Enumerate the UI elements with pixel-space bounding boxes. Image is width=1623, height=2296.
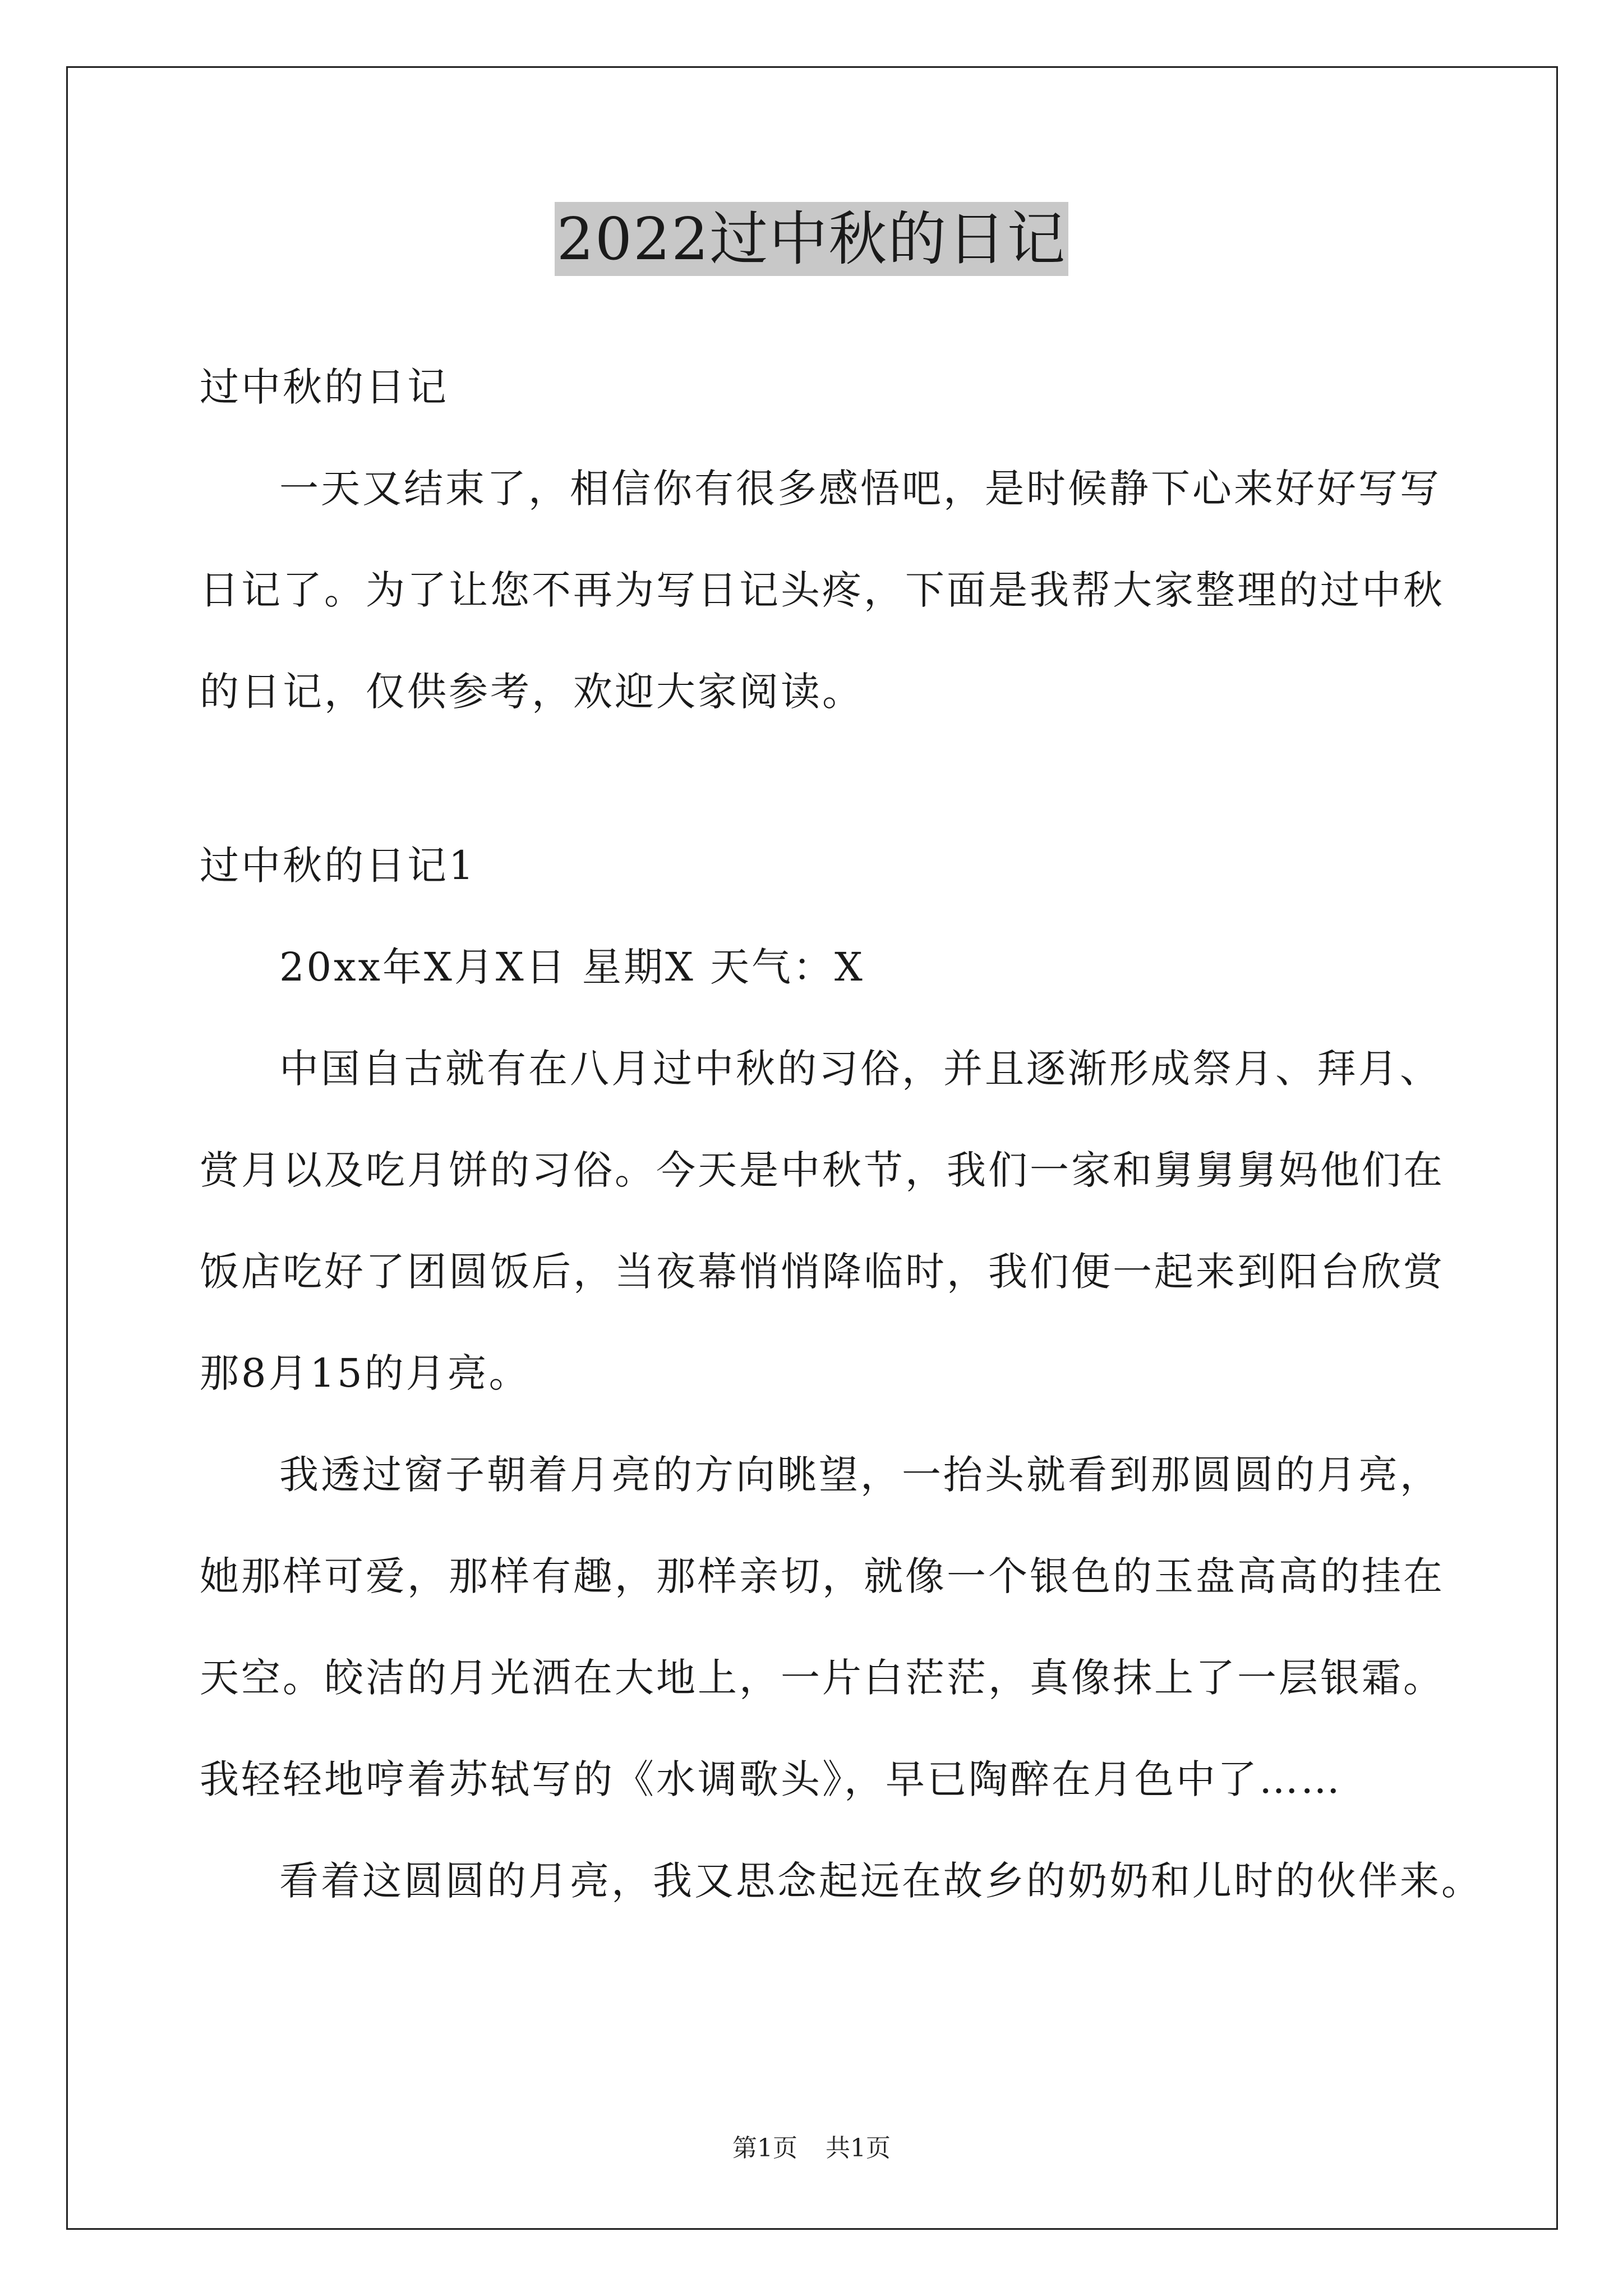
document-body (200, 337, 1483, 1932)
paragraph-line: 我透过窗子朝着月亮的方向眺望，一抬头就看到那圆圆的月亮， (279, 1452, 1441, 1498)
paragraph-line: 看着这圆圆的月亮，我又思念起远在故乡的奶奶和儿时的伙伴来。 (279, 1858, 1483, 1904)
page-total: 共1页 (826, 2134, 891, 2162)
date-line: 20xx年X月X日 星期X 天气：X (279, 944, 865, 990)
intro-heading: 过中秋的日记 (200, 364, 449, 410)
paragraph-line: 赏月以及吃月饼的习俗。今天是中秋节，我们一家和舅舅舅妈他们在 (200, 1147, 1445, 1193)
intro-line: 日记了。为了让您不再为写日记头疼，下面是我帮大家整理的过中秋 (200, 567, 1445, 613)
paragraph-line: 她那样可爱，那样有趣，那样亲切，就像一个银色的玉盘高高的挂在 (200, 1553, 1445, 1599)
title-container (0, 202, 1623, 276)
intro-line: 一天又结束了，相信你有很多感悟吧，是时候静下心来好好写写 (279, 466, 1441, 512)
document-title: 2022过中秋的日记 (555, 202, 1069, 276)
section-gap (200, 743, 1433, 815)
paragraph-line: 中国自古就有在八月过中秋的习俗，并且逐渐形成祭月、拜月、 (279, 1046, 1441, 1092)
paragraph-line: 我轻轻地哼着苏轼写的《水调歌头》，早已陶醉在月色中了…… (200, 1756, 1342, 1802)
page-number: 第1页 (732, 2134, 797, 2162)
section-heading: 过中秋的日记1 (200, 843, 476, 889)
paragraph-line: 饭店吃好了团圆饭后，当夜幕悄悄降临时，我们便一起来到阳台欣赏 (200, 1249, 1445, 1295)
paragraph-line: 那8月15的月亮。 (200, 1350, 531, 1396)
paragraph-line: 天空。皎洁的月光洒在大地上，一片白茫茫，真像抹上了一层银霜。 (200, 1655, 1445, 1701)
page-footer (0, 2132, 1623, 2165)
intro-line: 的日记，仅供参考，欢迎大家阅读。 (200, 669, 864, 715)
